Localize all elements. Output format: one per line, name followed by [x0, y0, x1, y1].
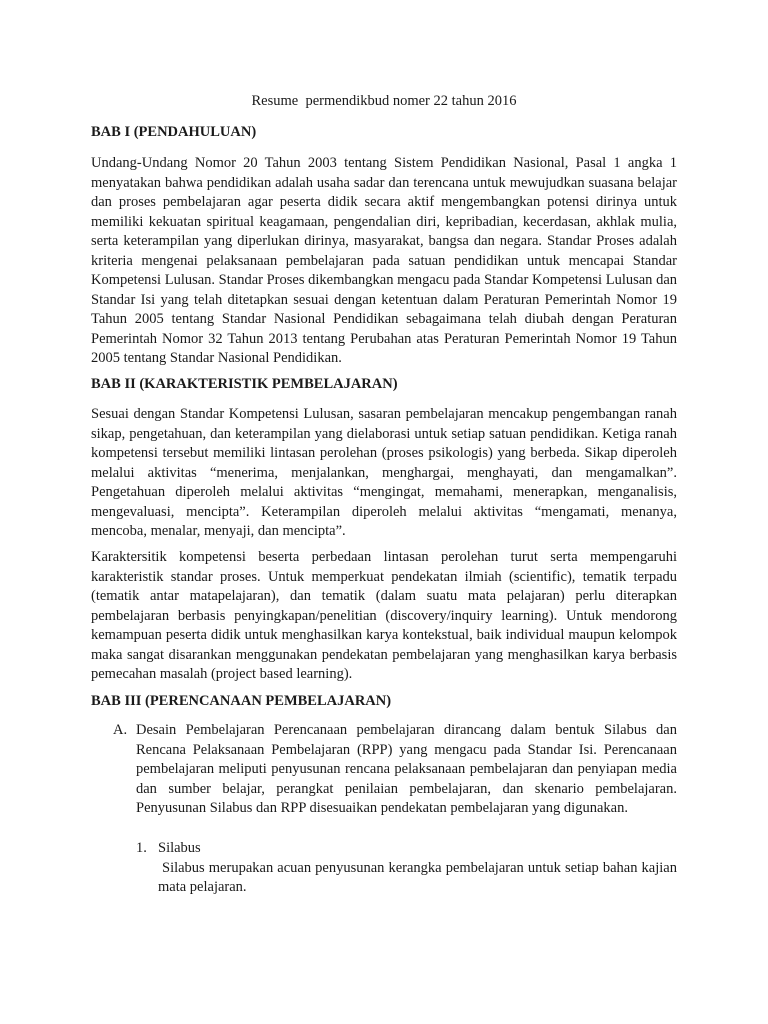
bab2-paragraph-2: Karaktersitik kompetensi beserta perbedaan lintasan perolehan turut serta mempengaruhi karakteristik standar proses. Untuk memperkuat pendekatan ilmiah (scientific), tematik terpadu (tematik antar matapelajaran), dan tematik (dalam suatu mata pelajaran) perlu diterapkan pembelajaran berbasis penyingkapan/penelitian (discovery/inquiry learning). Untuk mendorong kemampuan peserta didik untuk menghasilkan karya kontekstual, baik individual maupun kelompok maka sangat disarankan menggunakan pendekatan pembelajaran yang menghasilkan karya berbasis pemecahan masalah (project based learning).: [91, 549, 677, 682]
bab1-heading: BAB I (PENDAHULUAN): [91, 124, 257, 140]
bab1-paragraph: Undang-Undang Nomor 20 Tahun 2003 tentang Sistem Pendidikan Nasional, Pasal 1 angka 1 menyatakan bahwa pendidikan adalah usaha sadar dan terencana untuk mewujudkan suasana belajar dan proses pembelajaran agar peserta didik secara aktif mengembangkan potensi dirinya untuk memiliki kekuatan spiritual keagamaan, pengendalian diri, kepribadian, kecerdasan, akhlak mulia, serta keterampilan yang diperlukan dirinya, masyarakat, bangsa dan negara. Standar Proses adalah kriteria mengenai pelaksanaan pembelajaran pada satuan pendidikan untuk mencapai Standar Kompetensi Lulusan. Standar Proses dikembangkan mengacu pada Standar Kompetensi Lulusan dan Standar Isi yang telah ditetapkan sesuai dengan ketentuan dalam Peraturan Pemerintah Nomor 19 Tahun 2005 tentang Standar Nasional Pendidikan sebagaimana telah diubah dengan Peraturan Pemerintah Nomor 32 Tahun 2013 tentang Perubahan atas Peraturan Pemerintah Nomor 19 Tahun 2005 tentang Standar Nasional Pendidikan.: [91, 155, 677, 366]
list-marker-1: 1.: [136, 840, 147, 856]
bab2-heading: BAB II (KARAKTERISTIK PEMBELAJARAN): [91, 376, 398, 392]
list-item-1-text: Silabus merupakan acuan penyusunan kerangka pembelajaran untuk setiap bahan kajian mata pelajaran.: [158, 859, 677, 895]
bab2-paragraph-1: Sesuai dengan Standar Kompetensi Lulusan, sasaran pembelajaran mencakup pengembangan ranah sikap, pengetahuan, dan keterampilan yang dielaborasi untuk setiap satuan pendidikan. Ketiga ranah kompetensi tersebut memiliki lintasan perolehan (proses psikologis) yang berbeda. Sikap diperoleh melalui aktivitas “menerima, menjalankan, menghargai, menghayati, dan mengamalkan”. Pengetahuan diperoleh melalui aktivitas “mengingat, memahami, menerapkan, menganalisis, mengevaluasi, mencipta”. Keterampilan diperoleh melalui aktivitas “mengamati, menanya, mencoba, menalar, menyaji, dan mencipta”.: [91, 406, 677, 539]
list-item-a-text: Desain Pembelajaran Perencanaan pembelajaran dirancang dalam bentuk Silabus dan Rencana Pelaksanaan Pembelajaran (RPP) yang mengacu pada Standar Isi. Perencanaan pembelajaran meliputi penyusunan rencana pelaksanaan pembelajaran dan penyiapan media dan sumber belajar, perangkat penilaian pembelajaran, dan skenario pembelajaran. Penyusunan Silabus dan RPP disesuaikan pendekatan pembelajaran yang digunakan.: [136, 722, 677, 816]
list-item-1-title: Silabus: [158, 840, 201, 856]
list-marker-a: A.: [113, 722, 128, 738]
document-title: Resume permendikbud nomer 22 tahun 2016: [251, 93, 517, 109]
bab3-heading: BAB III (PERENCANAAN PEMBELAJARAN): [91, 693, 392, 709]
